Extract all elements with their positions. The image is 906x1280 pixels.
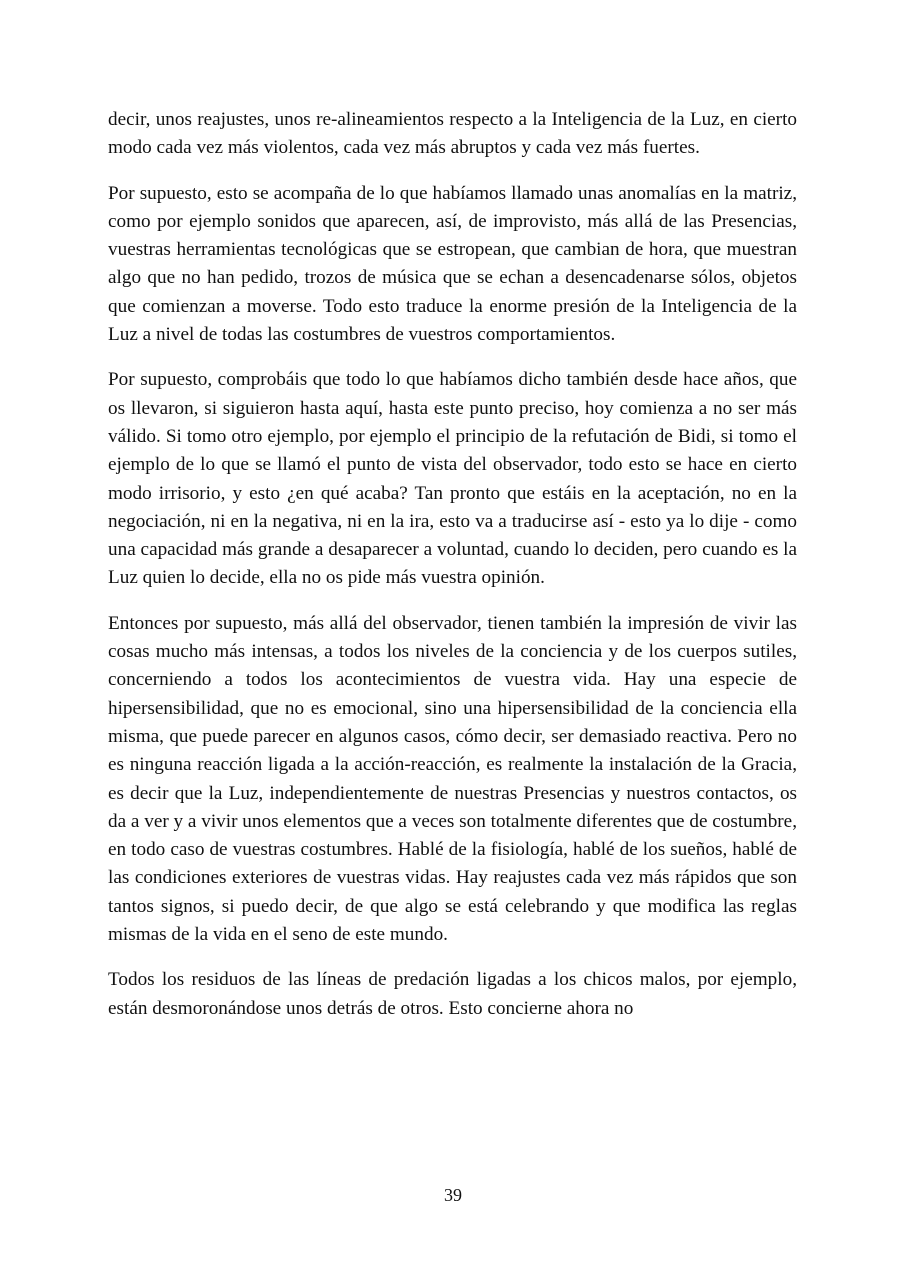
page-number: 39 — [444, 1185, 462, 1205]
paragraph-3: Por supuesto, comprobáis que todo lo que habíamos dicho también desde hace años, que os llevaron, si siguieron hasta aquí, hasta este punto preciso, hoy comienza a no ser más válido. Si tomo otro ejemplo, por ejemplo el principio de la refutación de Bidi, si tomo el ejemplo de lo que se llamó el punto de vista del observador, todo esto se hace en cierto modo irrisorio, y esto ¿en qué acaba? Tan pronto que estáis en la aceptación, no en la negociación, ni en la negativa, ni en la ira, esto va a traducirse así - esto ya lo dije - como una capacidad más grande a desaparecer a voluntad, cuando lo deciden, pero cuando es la Luz quien lo decide, ella no os pide más vuestra opinión. — [108, 369, 797, 589]
paragraph-5: Todos los residuos de las líneas de predación ligadas a los chicos malos, por ejemplo, están desmoronándose unos detrás de otros. Esto concierne ahora no — [108, 969, 797, 1019]
paragraph-4: Entonces por supuesto, más allá del observador, tienen también la impresión de vivir las cosas mucho más intensas, a todos los niveles de la conciencia y de los cuerpos sutiles, concerniendo a todos los acontecimientos de vuestra vida. Hay una especie de hipersensibilidad, que no es emocional, sino una hipersensibilidad de la conciencia ella misma, que puede parecer en algunos casos, cómo decir, ser demasiado reactiva. Pero no es ninguna reacción ligada a la acción-reacción, es realmente la instalación de la Gracia, es decir que la Luz, independientemente de nuestras Presencias y nuestros contactos, os da a ver y a vivir unos elementos que a veces son totalmente diferentes que de costumbre, en todo caso de vuestras costumbres. Hablé de la fisiología, hablé de los sueños, hablé de las condiciones exteriores de vuestras vidas. Hay reajustes cada vez más rápidos que son tantos signos, si puedo decir, de que algo se está celebrando y que modifica las reglas mismas de la vida en el seno de este mundo. — [108, 612, 797, 946]
page-body — [108, 106, 797, 1040]
paragraph-2: Por supuesto, esto se acompaña de lo que habíamos llamado unas anomalías en la matriz, como por ejemplo sonidos que aparecen, así, de improvisto, más allá de las Presencias, vuestras herramientas tecnológicas que se estropean, que cambian de hora, que muestran algo que no han pedido, trozos de música que se echan a desencadenarse sólos, objetos que comienzan a moverse. Todo esto traduce la enorme presión de la Inteligencia de la Luz a nivel de todas las costumbres de vuestros comportamientos. — [108, 182, 797, 346]
paragraph-1: decir, unos reajustes, unos re-alineamientos respecto a la Inteligencia de la Luz, en cierto modo cada vez más violentos, cada vez más abruptos y cada vez más fuertes. — [108, 109, 797, 159]
